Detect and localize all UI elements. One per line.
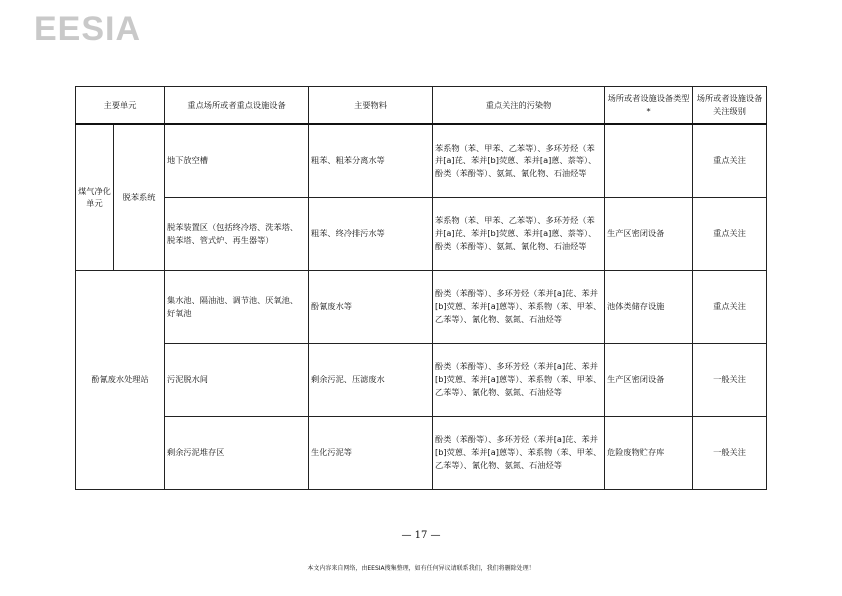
cell-pollutant: 酚类（苯酚等）、多环芳烃（苯并[a]芘、苯并[b]荧蒽、苯并[a]蒽等）、苯系物（苯、甲苯、乙苯等）、氰化物、氨氮、石油烃等 [433,343,605,416]
cell-material: 粗苯、粗苯分离水等 [309,124,433,197]
header-material: 主要物料 [309,87,433,125]
table-row [76,197,767,270]
footer-disclaimer: 本文内容来自网络，由EESIA搜集整理，如有任何异议请联系我们，我们将删除处理！ [307,565,535,572]
cell-material: 剩余污泥、压滤废水 [309,343,433,416]
cell-site: 脱苯装置区（包括终冷塔、洗苯塔、脱苯塔、管式炉、再生器等） [165,197,309,270]
cell-site: 地下放空槽 [165,124,309,197]
header-unit: 主要单元 [76,87,165,125]
group-phenol-wastewater-station: 酚氰废水处理站 [76,270,165,489]
cell-pollutant: 酚类（苯酚等）、多环芳烃（苯并[a]芘、苯并[b]荧蒽、苯并[a]蒽等）、苯系物（苯、甲苯、乙苯等）、氰化物、氨氮、石油烃等 [433,270,605,343]
pollutant-table [75,86,767,490]
cell-type: 危险废物贮存库 [605,416,693,489]
cell-pollutant: 苯系物（苯、甲苯、乙苯等）、多环芳烃（苯并[a]芘、苯并[b]荧蒽、苯并[a]蒽、萘等）、酚类（苯酚等）、氨氮、氰化物、石油烃等 [433,124,605,197]
table-row [76,343,767,416]
cell-type: 生产区密闭设备 [605,343,693,416]
cell-site: 剩余污泥堆存区 [165,416,309,489]
cell-type: 池体类储存设施 [605,270,693,343]
cell-type [605,124,693,197]
cell-pollutant: 酚类（苯酚等）、多环芳烃（苯并[a]芘、苯并[b]荧蒽、苯并[a]蒽等）、苯系物（苯、甲苯、乙苯等）、氰化物、氨氮、石油烃等 [433,416,605,489]
header-pollutant: 重点关注的污染物 [433,87,605,125]
table-header-row [76,87,767,125]
brand-logo: EESIA [34,10,142,48]
cell-level: 重点关注 [693,124,767,197]
group-debenzol-system: 脱苯系统 [114,124,165,270]
table-row [76,416,767,489]
cell-level: 重点关注 [693,197,767,270]
header-level: 场所或者设施设备关注级别 [693,87,767,125]
cell-level: 一般关注 [693,343,767,416]
cell-level: 一般关注 [693,416,767,489]
cell-material: 生化污泥等 [309,416,433,489]
header-type: 场所或者设施设备类型* [605,87,693,125]
cell-site: 集水池、隔油池、调节池、厌氧池、好氧池 [165,270,309,343]
header-site: 重点场所或者重点设施设备 [165,87,309,125]
cell-pollutant: 苯系物（苯、甲苯、乙苯等）、多环芳烃（苯并[a]芘、苯并[b]荧蒽、苯并[a]蒽、萘等）、酚类（苯酚等）、氨氮、氰化物、石油烃等 [433,197,605,270]
cell-material: 酚氰废水等 [309,270,433,343]
table-row [76,124,767,197]
group-coal-gas-unit: 煤气净化单元 [76,124,114,270]
cell-site: 污泥脱水间 [165,343,309,416]
cell-material: 粗苯、终冷排污水等 [309,197,433,270]
page-number: — 17 — [401,530,441,541]
table-row [76,270,767,343]
cell-type: 生产区密闭设备 [605,197,693,270]
cell-level: 重点关注 [693,270,767,343]
